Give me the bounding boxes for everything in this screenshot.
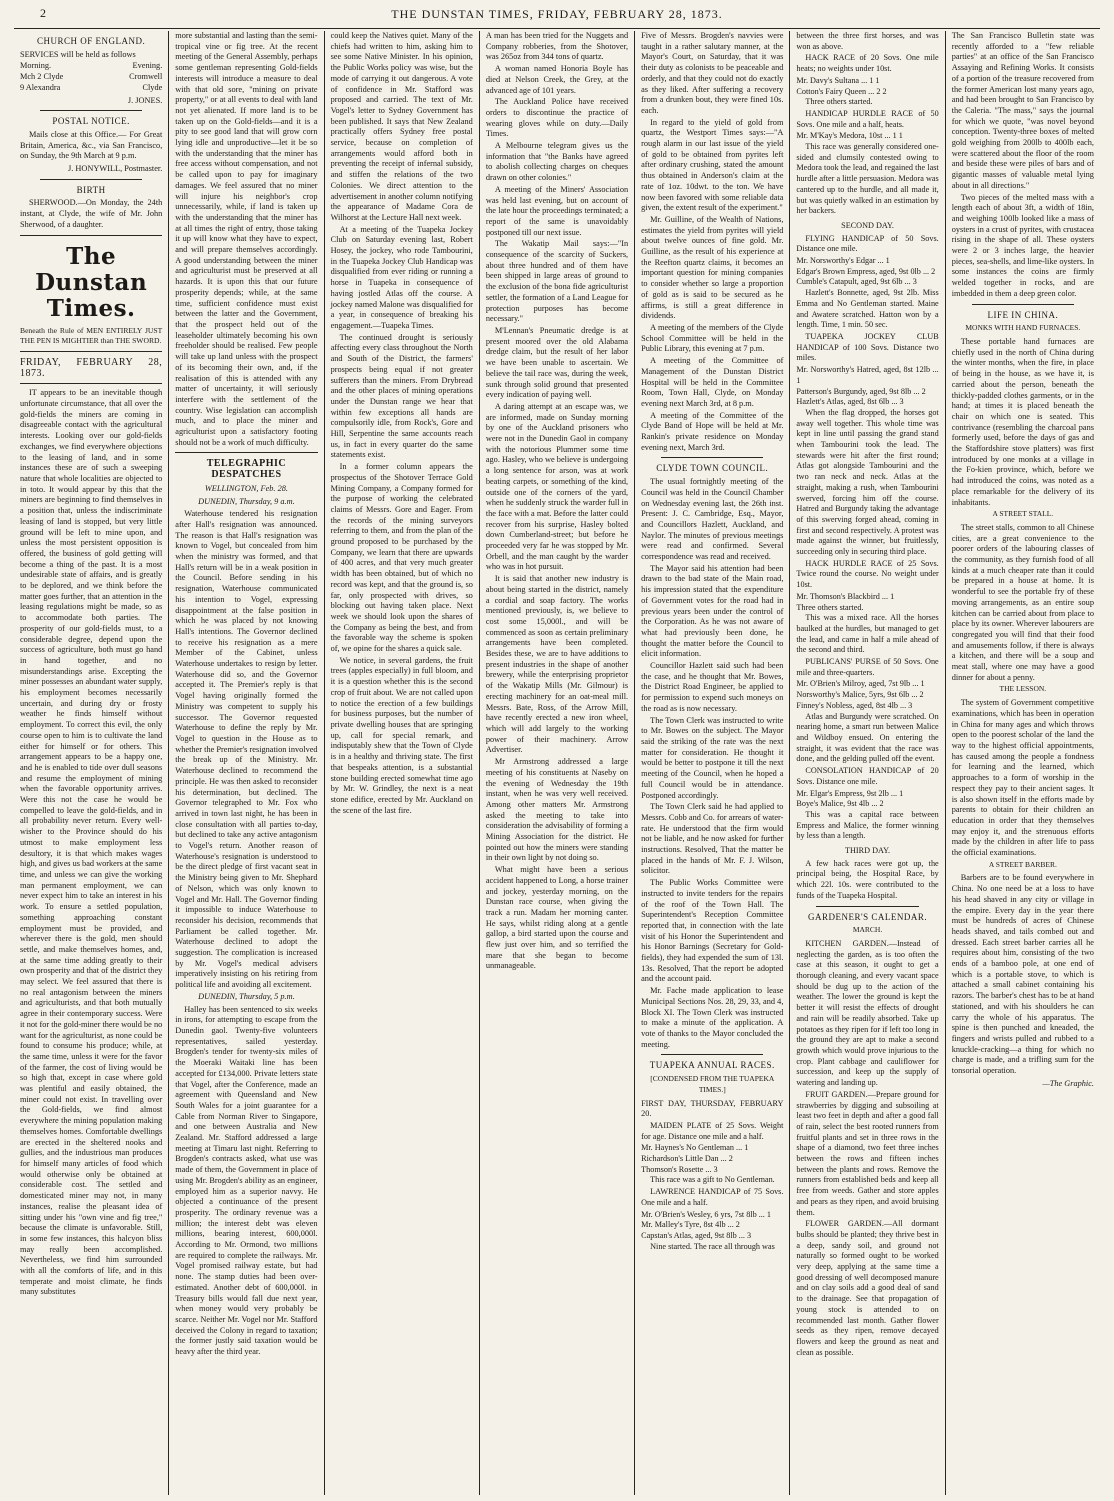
news-item: In a former column appears the prospectus of the Shotover Terrace Gold Mining Company, a Company formed for the purpose of working the celebrated claims of Messrs. Gore and Eager. From the records of the mining surveyors referring to them, and from the plan of the ground proposed to be purchased by the Company, we learn that there are upwards of 400 acres, and that very much greater width has been obtained, but of which no record was kept, and that the ground is, so far, only prospected with drives, so blocking out having taken place. Next week we should look upon the shares of the Company as being the best, and from the favorable way the scheme is spoken of, we opine for the shares a quick sale. xyxy=(330,462,473,654)
news-item: The Wakatip Mail says:—"In consequence of the scarcity of Suckers, about three hundred and of them have been shipped in large areas of ground to the exclusion of the bona fide agriculturist settler, the formation of a Land League for protection purposes has become necessary." xyxy=(485,239,629,324)
life-in-china-title: LIFE IN CHINA. xyxy=(987,309,1059,320)
garden-title: GARDENER'S CALENDAR. xyxy=(807,911,928,922)
race-description: CONSOLATION HANDICAP of 20 Sovs. Distance one mile. xyxy=(796,766,939,786)
news-item: The San Francisco Bulletin state was recently afforded to a "few reliable parties" at an office of the San Francisco Assaying and Refining Works. It consists of a portion of the treasure recovered from the former American lost many years ago, and had been brought to San Francisco by the Caleria. "The mass," says the journal for which we quote, "was novel beyond conception. Twenty-three boxes of melted gold weighing from 200lb to 400lb each, were scattered about the floor of the room and beside these were piles of bars and of gigantic masses of valuable metal lying about in all directions." xyxy=(951,31,1094,190)
race-description: TUAPEKA JOCKEY CLUB HANDICAP of 100 Sovs. Distance two miles. xyxy=(796,331,939,363)
tele-body-2: Halley has been sentenced to six weeks in irons, for attempting to escape from the Dunedin gaol. Twenty-five volunteers representatives, sailed yesterday. Brogden's tender for twenty-six miles of the Moeraki Waitaki line has been accepted for £134,000. Private letters state that Vogel, after the Conference, made an agreement with Queensland and New South Wales for a joint guarantee for a Cable from Norman River to Singapore, and one between Australia and New Zealand. Mr. Stafford addressed a large meeting at Timaru last night. Referring to Brogden's contracts asked, what use was made of them, the Government in place of using Mr. Brogden's ability as an engineer, employed him as a superior navvy. He objected a continuance of the present prosperity. The ordinary revenue was a million; the interest debt was eleven millions, bearing interest, 600,000l. According to Mr. Ormond, two millions are required to complete the railways. Mr. Vogel promised railway estate, but had none. The stamp duties had been over-estimated. Another debt of 600,000l. in Treasury bills would fall due next year, when money would very probably be scarce. Neither Mr. Vogel nor Mr. Stafford deceived the Colony in regard to taxation; the former justly said taxation would be heavy after the third year. xyxy=(175,1004,318,1357)
news-item: Mr Armstrong addressed a large meeting of his constituents at Naseby on the evening of Wednesday the 19th instant, when he was very well received. Among other matters Mr. Armstrong asked the meeting to take into consideration the advisability of forming a Mining Association for the district. He pointed out how the miners were standing in their own light by not doing so. xyxy=(485,757,629,863)
race-description: HACK HURDLE RACE of 25 Sovs. Twice round the course. No weight under 10st. xyxy=(796,558,939,590)
postal-title: POSTAL NOTICE. xyxy=(52,116,130,127)
council-item: The Public Works Committee were instructed to invite tenders for the repairs of the roof of the Town Hall. The Superintendent's Reception Committee reported that, in connection with the late visit of his Honor the Superintendent and his Honor Barnings (Secretary for Gold-fields), they had expended the sum of 13l. 13s. Resolved, That the report be adopted and the account paid. xyxy=(641,878,784,984)
race-description: HACK RACE of 20 Sovs. One mile heats; no weights under 10st. xyxy=(796,53,939,74)
church-head-a: Morning. xyxy=(20,61,52,71)
divider xyxy=(175,452,317,453)
column-4 xyxy=(480,31,635,1495)
race-result: Mr. Haynes's No Gentleman ... 1 xyxy=(641,1143,749,1153)
life-in-china-subtitle: MONKS WITH HAND FURNACES. xyxy=(965,323,1081,333)
postal-signature: J. HONYWILL, Postmaster. xyxy=(68,164,163,174)
race-description: PUBLICANS' PURSE of 50 Sovs. One mile and three-quarters. xyxy=(796,657,939,677)
church-r2-b: Clyde xyxy=(142,82,163,92)
race-description: LAWRENCE HANDICAP of 75 Sovs. One mile and a half. xyxy=(641,1187,784,1207)
church-signature: J. JONES. xyxy=(127,95,163,105)
race-description: When the flag dropped, the horses got away well together. This whole time was kept in line until passing the grand stand when Tambourini took the lead. The stewards were hit after the first round; Atlas got alongside Tambourini and the two ran neck and neck. Atlas at the straight, making a rush, when Tambourini swerved, forcing him off the course. Hatred and Burgundy taking the advantage of this swerving forged ahead, coming in first and second respectively. A protest was made against the winner, but fruitlessly, succeeding only in securing third place. xyxy=(796,407,939,557)
garden-subtitle: MARCH. xyxy=(852,925,883,935)
column-3 xyxy=(325,31,480,1495)
news-item: A daring attempt at an escape was, we are informed, made on Sunday morning by one of the Auckland prisoners who were not in the Dunedin Gaol in company with the notorious Plummer some time ago. Hasley, who we believe is undergoing a long sentence for arson, was at work beating carpets, or something of the kind, outside one of the corners of the yard, when he suddenly struck the warder full in the face with a mat. Before the latter could recover from his surprise, Hasley bolted down Cumberland-street; but before he proceeded very far he was stopped by Mr. Orbell, and the man caught by the warder who was in hot pursuit. xyxy=(485,401,629,572)
page-number: 2 xyxy=(40,6,47,20)
race-result: Cotton's Fairy Queen ... 2 2 xyxy=(796,86,887,96)
news-item: It is said that another new industry is about being started in the district, namely a cordial and soap factory. The works mentioned previously, is, we believe to cost some 15,000l., and will be commenced as soon as certain preliminary arrangements have been completed. Besides these, we are to have additions to present industries in the shape of another brewery, while the enterprising proprietor of the Wakatip Mills (Mr. Gilmour) is erecting machinery for an oat-meal mill. Messrs. Bate, Ross, of the Arrow Mill, have recently erected a new iron wheel, which will add largely to the working power of their machinery. Arrow Advertiser. xyxy=(485,574,629,755)
column-1 xyxy=(14,31,169,1495)
council-item: The Mayor said his attention had been drawn to the bad state of the Main road, his impression stated that the expenditure of Government votes for the road had in previous years been under the control of the Corporation. As he was not aware of what had previously been done, he thought the matter before the Council to elicit information. xyxy=(641,563,784,659)
news-item: We notice, in several gardens, the fruit trees (apples especially) in full bloom, and it is a question whether this is the second crop of fruit about. We are not called upon to notice the erection of a few buildings for business purposes, but the number of private dwelling houses that are springing up, call for special remark, and indisputably shew that the Town of Clyde is in a healthy and thriving state. The first that bespeaks attention, is a substantial stone building erected somewhat time ago by Mr. W. Grindley, the next is a neat stone edifice, erected by Mr. Auckland on the scene of the last fire. xyxy=(330,655,473,815)
birth-title: BIRTH xyxy=(76,184,106,195)
council-title: CLYDE TOWN COUNCIL. xyxy=(656,463,769,474)
news-item: A woman named Honoria Boyle has died at Nelson Creek, the Grey, at the advanced age of 101 years. xyxy=(485,64,629,95)
race-result: Patterson's Burgundy, aged, 9st 8lb ... 2 xyxy=(796,386,926,396)
lesson-body: The system of Government competitive examinations, which has been in operation in China for many ages and which throws open to the poorest scholar of the land the way to the highest official appointments, has caused among the people a fondness for learning and the learned, which approaches to a form of worship in the respect they pay to their ancient sages. It is also shown itself in the efforts made by parents to obtain for their children an education in order that they themselves may enjoy it, and the strenuous efforts made by the children in after life to pass the official examinations. xyxy=(951,698,1094,858)
race-result: Hazlett's Atlas, aged, 8st 6lb ... 3 xyxy=(796,397,904,407)
race-result: Cumble's Catapult, aged, 9st 6lb ... 3 xyxy=(796,277,917,287)
divider xyxy=(20,235,162,236)
race-result: Three others started. xyxy=(796,602,864,612)
council-item: Mr. Fache made application to lease Municipal Sections Nos. 28, 29, 33, and 4, Block XI. The Town Clerk was instructed to make a minute of the application. A vote of thanks to the Mayor concluded the meeting. xyxy=(641,986,784,1049)
barber-title: A STREET BARBER. xyxy=(988,859,1057,869)
race-day-heading: SECOND DAY. xyxy=(841,220,894,230)
race-description: This was a capital race between Empress and Malice, the former winning by less than a length. xyxy=(796,809,939,841)
street-stall-body: The street stalls, common to all Chinese cities, are a great convenience to the poorer orders of the labouring classes of the community, as they furnish food of all kinds at a much cheaper rate than it could be prepared in a house at home. It is wonderful to see the portable fry of these moving arrangements, as an entire soup kitchen can be carried about from place to place by its owner. Wherever labourers are congregated you will find that their food and amusements follow, if there is always a kitchen, and there will be a soup and meat stall, where one may have a good dinner for about a penny. xyxy=(951,522,1094,682)
church-r1-b: Cromwell xyxy=(129,72,163,82)
news-item: Mr. Guilline, of the Wealth of Nations, estimates the yield from pyrites will yield about twelve ounces of fine gold. Mr. Guilline, as the result of his experience at the Reefton quartz claims, it becomes an important question for mining companies to consider whether so large a proportion of gold as is said to be secured as he affirms, is still a great difference in dividends. xyxy=(641,214,784,321)
race-description: FLYING HANDICAP of 50 Sovs. Distance one mile. xyxy=(796,233,939,254)
news-item: A meeting of the Committee of Management of the Dunstan District Hospital will be held in the Committee Room, Town Hall, Clyde, on Monday evening next March 3rd, at 8 p.m. xyxy=(641,356,784,408)
race-description: Atlas and Burgundy were scratched. On nearing home, a smart run between Malice and Wildboy ensued. On entering the straight, it was evident that the race was done, and the gelding pulled off the event. xyxy=(796,711,939,764)
race-result: Boye's Malice, 9st 4lb ... 2 xyxy=(796,799,884,809)
race-result: Mr. Elgar's Empress, 9st 2lb ... 1 xyxy=(796,788,904,798)
garden-item: FLOWER GARDEN.—All dormant bulbs should be planted; they thrive best in a deep, sandy soil, and ground not naturally so formed ought to be worked very deep, applying at the same time a good dressing of well decomposed manure and on clay soils add a good deal of sand to the drainage. See that propagation of young stock is attended to on recommended last month. Gather flower seeds as they ripen, remove decayed flowers and keep the ground as neat and clean as possible. xyxy=(796,1219,939,1357)
races-subtitle: [CONDENSED FROM THE TUAPEKA TIMES.] xyxy=(650,1074,775,1094)
race-result: Richardson's Little Dan ... 2 xyxy=(641,1154,733,1164)
race-description: Nine started. The race all through was xyxy=(650,1241,775,1251)
race-day-heading: THIRD DAY. xyxy=(845,846,891,856)
race-description: Hazlett's Bonnette, aged, 9st 2lb. Miss Emma and No Gentleman started. Maine and Awatere scratched. Hatton won by a length. Time, 1 min. 50 sec. xyxy=(796,288,939,330)
news-item: A meeting of the Committee of the Clyde Band of Hope will be held at Mr. Rankin's private residence on Monday evening next, March 3rd. xyxy=(641,410,784,452)
garden-item: FRUIT GARDEN.—Prepare ground for strawberries by digging and subsoiling at least two feet in depth and after a good fall of rain, select the best rooted runners from fruitful plants and set in three rows in the shape of a diamond, two feet three inches between the rows and fifteen inches between the plants and rows. Remove the runners from established beds and keep all free from weeds. Gather and store apples and pears as they ripen, and avoid bruising them. xyxy=(796,1089,939,1217)
column-2 xyxy=(169,31,324,1495)
news-item: Five of Messrs. Brogden's navvies were taught in a rather salutary manner, at the Mayor's Court, on Saturday, that it was their duty as colonists to be peaceable and orderly, and that they could not do exactly as they liked. After suffering a recovery from a drunken bout, they were fined 10s. each. xyxy=(641,31,784,115)
postal-body: Mails close at this Office.— For Great Britain, America, &c., via San Francisco, on Sunday, the 9th March at 9 p.m. xyxy=(20,129,163,161)
news-item: Two pieces of the melted mass with a length each of about 3ft, a width of 18in, and weighing 100lb looked like a mass of oysters in a crust of pyrites, with crustacea rising in the shape of all. These oysters were 2 or 3 inches large, the heavier pieces, sea-shells, and lime-like oysters. In some instances the coins are firmly welded together in rocks, and are imbedded in them a deep green color. xyxy=(951,192,1094,298)
race-result: Mr. O'Brien's Wesley, 6 yrs, 7st 8lb ... 1 xyxy=(641,1209,771,1219)
column-6 xyxy=(790,31,945,1495)
telegraphic-title: TELEGRAPHIC DESPATCHES xyxy=(206,458,287,481)
race-description: Three others started. xyxy=(805,97,873,107)
top-rule xyxy=(14,28,1100,29)
council-item: The Town Clerk said he had applied to Messrs. Cobb and Co. for arrears of water-rate. He understood that the firm would not be liable, and he now asked for further instructions. Resolved, That the matter be placed in the hands of Mr. F. J. Wilson, solicitor. xyxy=(641,802,784,876)
races-title: TUAPEKA ANNUAL RACES. xyxy=(649,1060,775,1071)
news-item: A man has been tried for the Nuggets and Company robberies, from the Shotover, was 265oz from 344 tons of quartz. xyxy=(485,31,629,62)
news-item: At a meeting of the Tuapeka Jockey Club on Saturday evening last, Robert Hosey, the jockey, who rode Tambourini, in the Tuapeka Jockey Club Handicap was disqualified from ever riding or running a horse in Tuapeka in consequence of having jostled Atlas off the course. A jockey named Malone was disqualified for a year, in consequence of breaking his engagement.—Tuapeka Times. xyxy=(330,224,473,330)
life-in-china-body: These portable hand furnaces are chiefly used in the north of China during the winter months, when the fire, in place of being in the house, as we have it, is carried about the person, beneath the thickly-padded clothes garments, or in the hand; at times it is placed beneath the chair on which one is seated. This contrivance (resembling the charcoal pans formerly used, before the days of gas and the Staffordshire stove platters) was first introduced by one monks at a village in the Fo-kien province, which, before we had introduced the coins, was noted as a place remarkable for the delivery of its inhabitants. xyxy=(951,336,1094,507)
race-result: Finney's Nobless, aged, 8st 4lb ... 3 xyxy=(796,700,913,710)
race-description: MAIDEN PLATE of 25 Sovs. Weight for age. Distance one mile and a half. xyxy=(641,1120,784,1141)
garden-item: KITCHEN GARDEN.—Instead of neglecting the garden, as is too often the case at this season, it ought to get a thorough cleaning, and every vacant space should be dug up to the action of the weather. The lower the ground is kept the better it will resist the effects of drought and rain will be readily absorbed. Take up potatoes as they ripen for if left too long in the ground they are apt to make a second growth which would prove injurious to the crop. Plant cabbage and cauliflower for succession, and keep up the supply of watering and landing up. xyxy=(796,938,939,1088)
race-result: Norsworthy's Malice, 5yrs, 9st 6lb ... 2 xyxy=(796,690,924,700)
race-description: HANDICAP HURDLE RACE of 50 Sovs. One mile and a half, heats. xyxy=(796,108,939,129)
news-item: The Auckland Police have received orders to discontinue the practice of wearing gloves while on duty.—Daily Times. xyxy=(485,97,629,139)
issue-dateline: FRIDAY, FEBRUARY 28, 1873. xyxy=(20,356,163,379)
divider xyxy=(661,1054,763,1055)
church-r1-a: Mch 2 Clyde xyxy=(20,72,64,82)
news-item: A Melbourne telegram gives us the information that "the Banks have agreed to abolish collecting charges on cheques drawn on other colonies." xyxy=(485,141,629,183)
race-result: Thomson's Rosette ... 3 xyxy=(641,1164,718,1174)
leader-continued: more substantial and lasting than the semi-tropical vine or fig tree. At the recent meeting of the General Assembly, perhaps some gentleman representing Gold-fields interests will introduce a measure to deal with that old sore, "mining on private property," or at all events to deal with land not yet alienated. If more land is to be taken up on the Gold-fields—and it is a pity to see good land that will grow corn lying idle and unproductive—let it be so with the understanding that the miner has free access without compensation, and not be called upon to pay for imaginary damages. We feel assured that no miner will injure his neighbor's crop unnecessarily, while, if land is taken up with the understanding that the miner has at all times the right of entry, those taking it up will know what they have to expect, and will prepare themselves accordingly. A good understanding between the miner and agriculturist must be preserved at all hazards. It is upon this that our future prosperity depends; while, at the same time, sufficient confidence must exist between the latter and the Government, that the prospect held out of the leaseholder ultimately becoming his own freeholder should be realised. Few people will take up land unless with the prospect of its becoming their own, and, if the realisation of this is attended with any matter of uncertainty, it will seriously interfere with the settlement of the country. Wise legislation can accomplish much, and to place the miner and agriculturist upon a satisfactory footing should not be a work of much difficulty. xyxy=(175,31,318,447)
tele-place-dunedin-am: DUNEDIN, Thursday, 9 a.m. xyxy=(198,496,295,506)
race-result: Edgar's Brown Empress, aged, 9st 0lb ... 2 xyxy=(796,266,936,276)
church-title: CHURCH OF ENGLAND. xyxy=(37,36,146,46)
divider xyxy=(40,179,142,180)
race-result: Mr. Malley's Tyre, 8st 4lb ... 2 xyxy=(641,1220,740,1230)
barber-body: Barbers are to be found everywhere in China. No one need be at a loss to have his head shaved in any city or village in the empire. Every day in the year there must be hundreds of acres of Chinese heads shaved, and tails combed out and dressed. Each street barber carries all he requires about him, consisting of the two ends of a bamboo pole, at one end of which is a portable stove, to which is attached a small cabinet containing his razors. The barber's chest has to be at hand stationed, and with his shoulders he can carry the whole of his apparatus. The spine is then punched and kneaded, the fingers and wrists pulled and rubbed to a knuckle-cracking—a thing for which no charge is made, and a trifling sum for the tonsorial operation. xyxy=(951,873,1094,1076)
paper-motto: Beneath the Rule of MEN ENTIRELY JUST THE PEN IS MIGHTIER than THE SWORD. xyxy=(20,325,163,346)
column-5 xyxy=(635,31,790,1495)
council-item: The usual fortnightly meeting of the Council was held in the Council Chamber on Wednesday evening last, the 26th inst. Present: J. C. Cambridge, Esq., Mayor, and Councillors Hazlett, Auckland, and Naylor. The minutes of previous meetings were read and confirmed. Several correspondence was read and received. xyxy=(641,477,784,562)
council-item: Councillor Hazlett said such had been the case, and he thought that Mr. Bowes, the District Road Engineer, be applied to for permission to expend such moneys on the road as is now necessary. xyxy=(641,661,784,713)
divider xyxy=(661,457,763,458)
columns xyxy=(14,31,1100,1495)
masthead xyxy=(0,0,1114,28)
paper-nameplate: The Dunstan Times. xyxy=(35,242,148,322)
news-item: A meeting of the members of the Clyde School Committee will be held in the Public Library, this evening at 7 p.m. xyxy=(641,322,784,354)
news-item: What might have been a serious accident happened to Long, a horse trainer and jockey, yesterday morning, on the Dunstan race course, when giving the track a run. Madam her morning canter. He says, whilst riding along at a gentle gallop, a bird started upon the course and flew just over him, and so terrified the mare that she began to become unmanageable. xyxy=(485,865,629,971)
divider xyxy=(20,383,162,384)
race-description: between the three first horses, and was won as above. xyxy=(796,31,939,51)
street-stall-title: A STREET STALL. xyxy=(992,509,1054,519)
divider xyxy=(816,906,918,907)
tele-body-1: Waterhouse tendered his resignation after Hall's resignation was announced. The reason is that Hall's resignation was known to Vogel, but concealed from him when the ministry was formed, and that Hall's return will be in a weak position in the Council. Before sending in his resignation, Waterhouse communicated his intention to Vogel, expressing disappointment at the false position in which he was placed by not knowing Hall's intentions. The Governor declined to receive his resignation as a mere Member of the Cabinet, unless Waterhouse undertakes to resign by letter. Waterhouse did so, and the Governor accepted it. The Premier's reply is that Vogel having originally formed the Ministry was competent to supply his successor. The Governor requested Waterhouse to define the reply by Mr. Vogel to question in the House as to whether the Premier's resignation involved the break up of the Ministry. Mr. Waterhouse declined to recommend the principle. He was then asked to reconsider his determination, but declined. The Governor telegraphed to Mr. Fox who arrived in town last night, he has been in close consultation with all parties to-day, but declined to take any active antagonism to Vogel's return. Another reason of Waterhouse's resignation is understood to be the direct pledge of first vacant seat in the Ministry being given to Mr. Shephard of Nelson, which was only known to Vogel and Mr. Hall. The Governor finding it impossible to induce Waterhouse to reconsider his decision, recommends that Parliament be called together. Mr. Waterhouse declined to adopt the suggestion. The complication is increased by Mr. Vogel's medical advisers imperatively insisting on his retiring from political life and avoiding all excitement. xyxy=(175,509,318,990)
news-item: The continued drought is seriously affecting every class throughout the North and South of the District, the farmers' prospects being equal if not greater sufferers than the miners. From Drybread and the other places of mining operations under the Dunstan range we hear that within few exceptions all hands are compulsorily idle, from Rock's, Gore and Hill, Serpentine the same accounts reach us, in fact in every quarter do the same statements exist. xyxy=(330,332,473,460)
lesson-title: THE LESSON. xyxy=(999,684,1047,694)
church-intro: SERVICES will be held as follows xyxy=(20,49,136,59)
race-result: Mr. O'Brien's Milroy, aged, 7st 9lb ... 1 xyxy=(796,679,925,689)
barber-credit: —The Graphic. xyxy=(1042,1078,1094,1088)
column-7 xyxy=(946,31,1100,1495)
race-description: This was a mixed race. All the horses baulked at the hurdles, but managed to get the lead, and came in half a mile ahead of the second and third. xyxy=(796,613,939,655)
news-item: A meeting of the Miners' Association was held last evening, but on account of the late hour the proceedings terminated; a report of the same is unavoidably postponed till our next issue. xyxy=(485,184,629,237)
tele-place-dunedin-pm: DUNEDIN, Thursday, 5 p.m. xyxy=(198,991,295,1001)
race-description: A few hack races were got up, the principal being, the Hospital Race, by which 22l. 10s. were contributed to the funds of the Tuapeka Hospital. xyxy=(796,858,939,900)
church-services-table xyxy=(20,61,162,93)
divider xyxy=(40,110,142,111)
race-result: Mr. Norsworthy's Hatred, aged, 8st 12lb ... 1 xyxy=(796,365,939,385)
masthead-title: THE DUNSTAN TIMES, FRIDAY, FEBRUARY 28, 1873. xyxy=(391,6,723,21)
race-result: Mr. Davy's Sultana ... 1 1 xyxy=(796,75,880,85)
news-item: M'Lennan's Pneumatic dredge is at present moored over the old Alabama dredge claim, but the result of her labor we have been unable to ascertain. We believe the tail race was, during the week, sunk through solid ground that presented every indication of paying well. xyxy=(485,325,629,400)
divider xyxy=(20,351,162,352)
news-item: In regard to the yield of gold from quartz, the Westport Times says:—"A rough alarm in our last issue of the yield of gold to be obtained from pyrites left after ordinary crushing, stated the amount thus obtained in Anderson's claim at the rate of 1oz. 10dwt. to the ton. We have now been favored with some reliable data given, the extent result of the experiment." xyxy=(641,117,784,213)
church-r2-a: 9 Alexandra xyxy=(20,82,61,92)
race-result: Mr. M'Kay's Medora, 10st ... 1 1 xyxy=(796,131,903,141)
council-item: The Town Clerk was instructed to write to Mr. Bowes on the subject. The Mayor said the striking of the rate was the next matter for consideration. He thought it would be better to postpone it till the next meeting of the Council, when he hoped a full Council would be in attendance. Postponed accordingly. xyxy=(641,715,784,800)
leader-article: IT appears to be an inevitable though unfortunate circumstance, that all over the gold-fields the miners are coming in disagreeable contact with the agricultural interests. Looking over our gold-fields exchanges, we find everywhere objections to the leasing of land, and in some instances these are of such a sweeping nature that whole localities are objected to in toto. It would appear by this that the miners are beginning to find themselves in a position that, unless the indiscriminate leasing of land is stopped, but very little ground will be left to mine upon, and unless the most persistent opposition is offered, the business of gold getting will become a thing of the past. It is a most undesirable state of affairs, and is greatly to be deplored, and we think before the matter goes further, that an attention in the leasing regulations might be made, so as to accommodate both parties. The prosperity of our gold-fields must, to a considerable degree, depend upon the success of agriculture, both must go hand in hand together, and no misunderstandings arise. Excepting the miner possesses an abundant water supply, his employment becomes necessarily uncertain, and during dry or frosty weather he finds himself without employment. To correct this evil, the only course open to him is to cultivate the land either for himself or for others. This arrangement appears to be a happy one, and he is enabled to tide over dull seasons and resume the employment of mining when the favorable opportunity arrives. Were this not the case he would be compelled to leave the gold-fields, and in all probability never return. Every well-wisher to the Province should do his utmost to make employment less desultory, it is that which makes wages high, and gives us bad workers at the same time, and unless we can give the working man permanent employment, we can never expect him to take an interest in his work. To ensure a settled population, something approaching constant employment must be provided, and wherever there is the gold, men should settle, and make themselves homes, and, at the same time adding greatly to their own prosperity and that of the district they may select. We feel assured that there is no real antagonism between the miners and agriculturists, and that both mutually agree in their contemporary success. Were it not for the gold-miner there would be no want for the agriculturist, as none could be found to consume his produce; while, at the same time, unless it were for the favor of the farmer, the cost of living would be so high that, except in case where gold was plentiful and easily obtained, the miner could not exist. In travelling over the Gold-fields, we find almost everywhere the mining population making themselves homes. Comfortable dwellings are erected in the sheltered nooks and gullies, and the industrious man produces for himself many articles of food which would otherwise only be obtained at considerable cost. The settled and domesticated miner may not, in many instances, realise the pleasant idea of sitting under his "own vine and fig tree," because the climate is unfavorable. Still, in some few instances, this halcyon bliss may really been accomplished. Nevertheless, we find him surrounded with all the comforts of life, and in this temperate and moist climate, he finds many substitutes xyxy=(20,388,163,1297)
birth-body: SHERWOOD.—On Monday, the 24th instant, at Clyde, the wife of Mr. John Sherwood, of a daughter. xyxy=(20,198,163,229)
news-item: could keep the Natives quiet. Many of the chiefs had written to him, asking him to see some Native Minister. In his opinion, the Public Works policy was wise, but the mode of carrying it out dangerous. A vote of confidence in Mr. Stafford was proposed and carried. The text of Mr. Vogel's letter to Sydney Government has been published. It says that New Zealand practically offers Sydney free postal service, because on completion of arrangements would afford both in preventing the receipt of infernal subsidy, and stiffen the relations of the two Colonies. We direct attention to the advertisement in another column notifying the appearance of Madame Cora de Wilhorst at the Lecture Hall next week. xyxy=(330,31,473,222)
divider xyxy=(972,304,1074,305)
races-day-one: FIRST DAY, THURSDAY, FEBRUARY 20. xyxy=(641,1098,784,1119)
race-description: This race was generally considered one-sided and clumsily contested owing to Medora took the lead, and regained the last hurdle after a little persuasion. Medora was cantered up to the hurdle, and all made it, but was quietly walked in an estimation by her backers. xyxy=(796,142,939,216)
race-result: Capstan's Atlas, aged, 9st 8lb ... 3 xyxy=(641,1230,752,1240)
tele-place-wellington: WELLINGTON, Feb. 28. xyxy=(204,483,288,493)
race-result: Mr. Thomson's Blackbird ... 1 xyxy=(796,591,895,601)
church-head-b: Evening. xyxy=(132,61,163,71)
race-result: Mr. Norsworthy's Edgar ... 1 xyxy=(796,256,890,266)
race-description: This race was a gift to No Gentleman. xyxy=(650,1175,775,1185)
